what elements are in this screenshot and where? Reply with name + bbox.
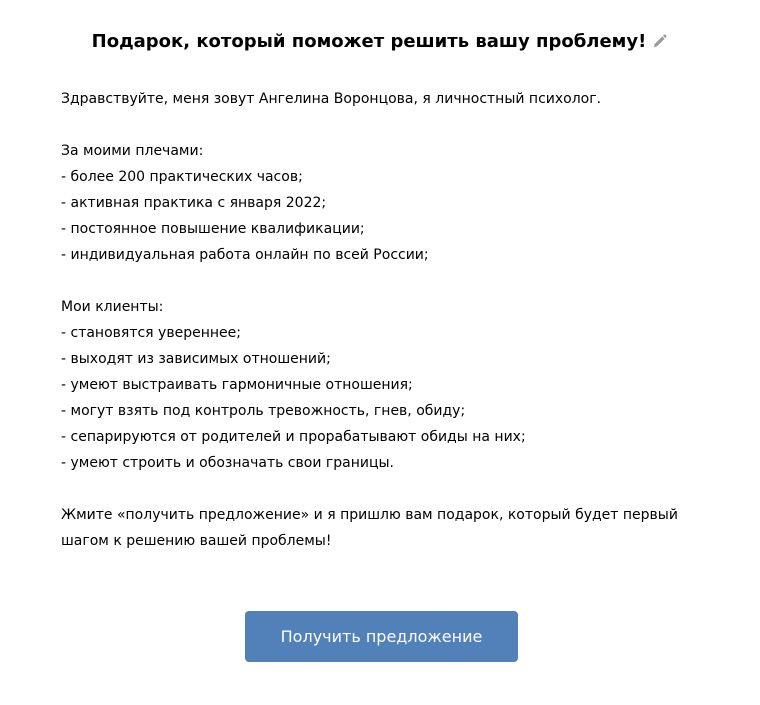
spacer (61, 476, 701, 502)
spacer (61, 268, 701, 294)
clients-item: - умеют строить и обозначать свои границы. (61, 455, 394, 471)
clients-item: - сепарируются от родителей и прорабатывают обиды на них; (61, 429, 526, 445)
experience-item: - более 200 практических часов; (61, 169, 303, 185)
clients-heading: Мои клиенты: (61, 299, 164, 315)
experience-item: - постоянное повышение квалификации; (61, 221, 365, 237)
cta-text-line: Жмите «получить предложение» и я пришлю вам подарок, который будет первый (61, 507, 678, 523)
experience-item: - активная практика с января 2022; (61, 195, 327, 211)
spacer (61, 112, 701, 138)
page-title: Подарок, который поможет решить вашу проблему! (91, 31, 647, 52)
clients-item: - умеют выстраивать гармоничные отношения; (61, 377, 413, 393)
clients-item: - могут взять под контроль тревожность, гнев, обиду; (61, 403, 466, 419)
message-body (61, 86, 701, 554)
get-offer-button[interactable]: Получить предложение (245, 611, 518, 662)
experience-item: - индивидуальная работа онлайн по всей России; (61, 247, 429, 263)
clients-item: - становятся увереннее; (61, 325, 241, 341)
greeting-text: Здравствуйте, меня зовут Ангелина Воронцова, я личностный психолог. (61, 91, 602, 107)
cta-text-line: шагом к решению вашей проблемы! (61, 533, 332, 549)
title-row (0, 29, 760, 57)
experience-heading: За моими плечами: (61, 143, 204, 159)
pencil-icon[interactable] (652, 33, 668, 49)
clients-item: - выходят из зависимых отношений; (61, 351, 331, 367)
